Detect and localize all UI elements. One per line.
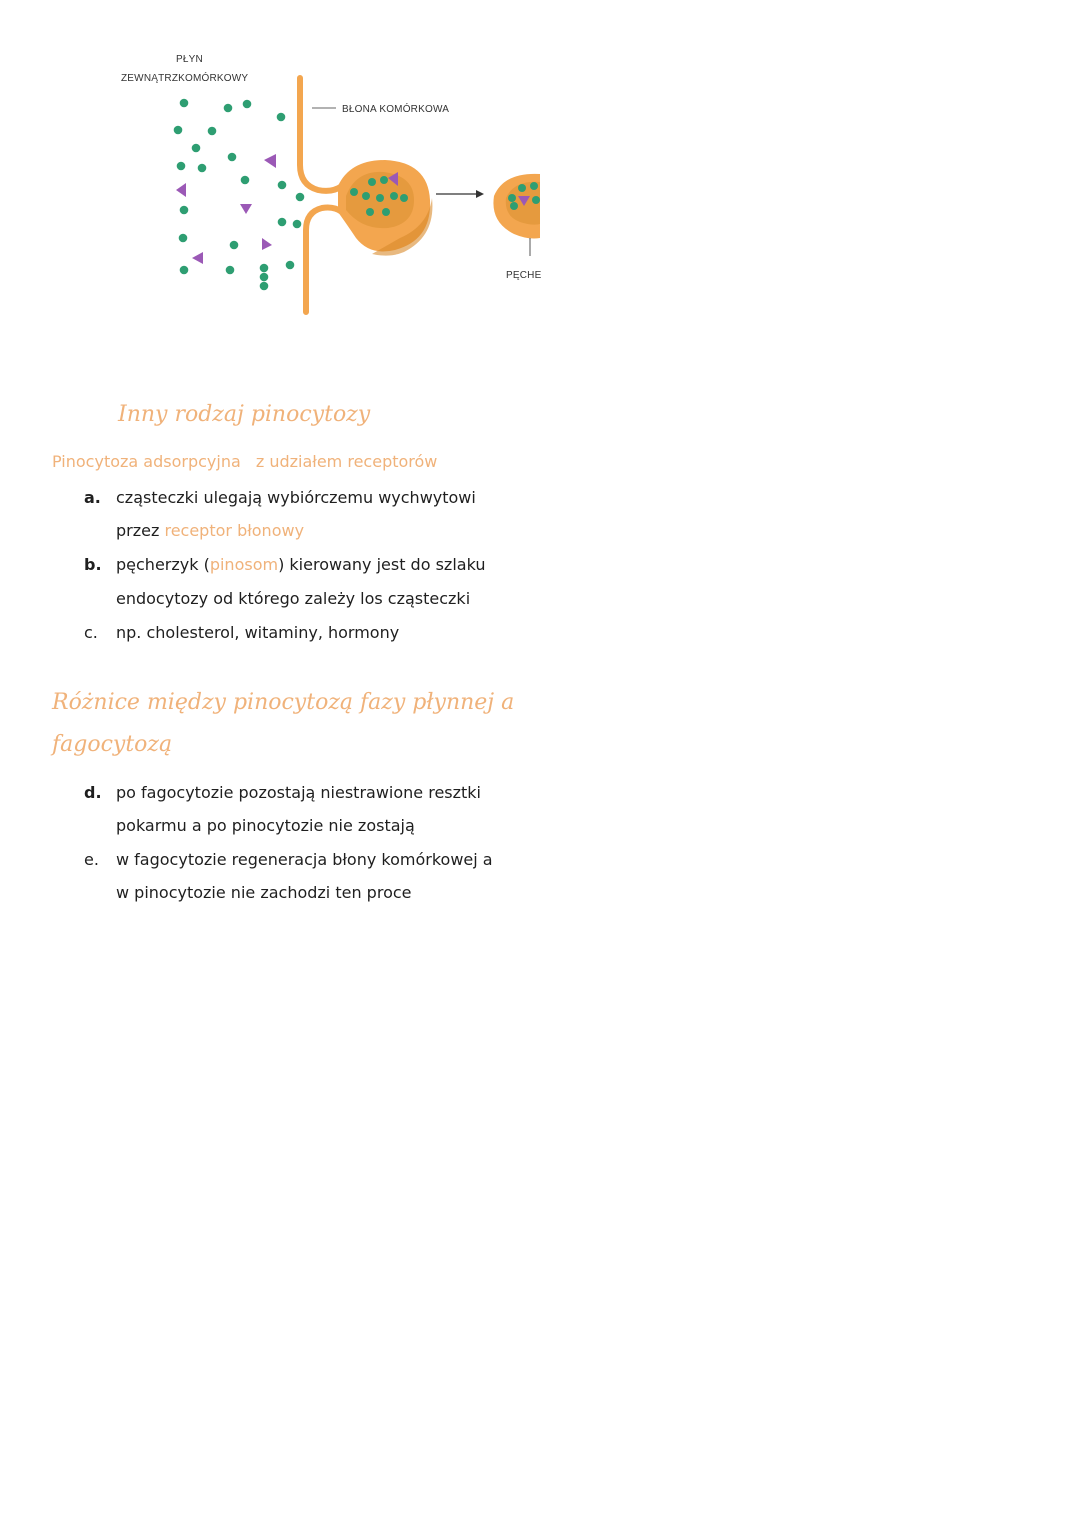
item-a-line2 — [116, 521, 304, 540]
item-b-line1-suffix: ) kierowany jest do szlaku — [278, 555, 486, 574]
diagram-graphic — [0, 0, 560, 330]
item-a-line2-prefix: przez — [116, 521, 160, 540]
item-d-line2: pokarmu a po pinocytozie nie zostają — [116, 816, 415, 835]
subheading-detail: z udziałem receptorów — [255, 452, 438, 471]
item-e-line1: w fagocytozie regeneracja błony komórkowej a — [116, 850, 493, 869]
item-a-marker: a. — [84, 488, 101, 507]
section1-subheading — [52, 452, 437, 471]
subheading-term: Pinocytoza adsorpcyjna — [52, 452, 241, 471]
item-d-marker: d. — [84, 783, 102, 802]
section2-heading-line2: fagocytozą — [52, 732, 173, 757]
cell-membrane-upper — [300, 78, 342, 191]
arrow-head — [476, 190, 484, 198]
extracellular-molecules — [174, 99, 305, 291]
label-vesicle: PĘCHE — [506, 270, 542, 281]
item-c-line1: np. cholesterol, witaminy, hormony — [116, 623, 400, 642]
item-b-line1 — [116, 555, 485, 574]
section2-heading-line1: Różnice między pinocytozą fazy płynnej a — [52, 690, 515, 715]
label-extracellular-fluid-line2: ZEWNĄTRZKOMÓRKOWY — [121, 73, 249, 84]
item-b-marker: b. — [84, 555, 102, 574]
item-b-highlight: pinosom — [209, 555, 279, 574]
item-a-line1: cząsteczki ulegają wybiórczemu wychwytowi — [116, 488, 476, 507]
item-c-marker: c. — [84, 623, 98, 642]
cell-membrane-lower — [306, 208, 342, 313]
pinocytosis-diagram — [0, 0, 560, 330]
item-a-highlight: receptor błonowy — [164, 521, 305, 540]
label-cell-membrane: BŁONA KOMÓRKOWA — [342, 104, 450, 115]
extracellular-triangles — [176, 154, 276, 264]
item-d-line1: po fagocytozie pozostają niestrawione resztki — [116, 783, 481, 802]
label-extracellular-fluid-line1: PŁYN — [176, 54, 203, 65]
section1-heading: Inny rodzaj pinocytozy — [118, 402, 371, 427]
item-e-marker: e. — [84, 850, 99, 869]
item-b-line2: endocytozy od którego zależy los cząsteczki — [116, 589, 471, 608]
item-b-line1-prefix: pęcherzyk ( — [116, 555, 210, 574]
item-e-line2: w pinocytozie nie zachodzi ten proce — [116, 883, 412, 902]
